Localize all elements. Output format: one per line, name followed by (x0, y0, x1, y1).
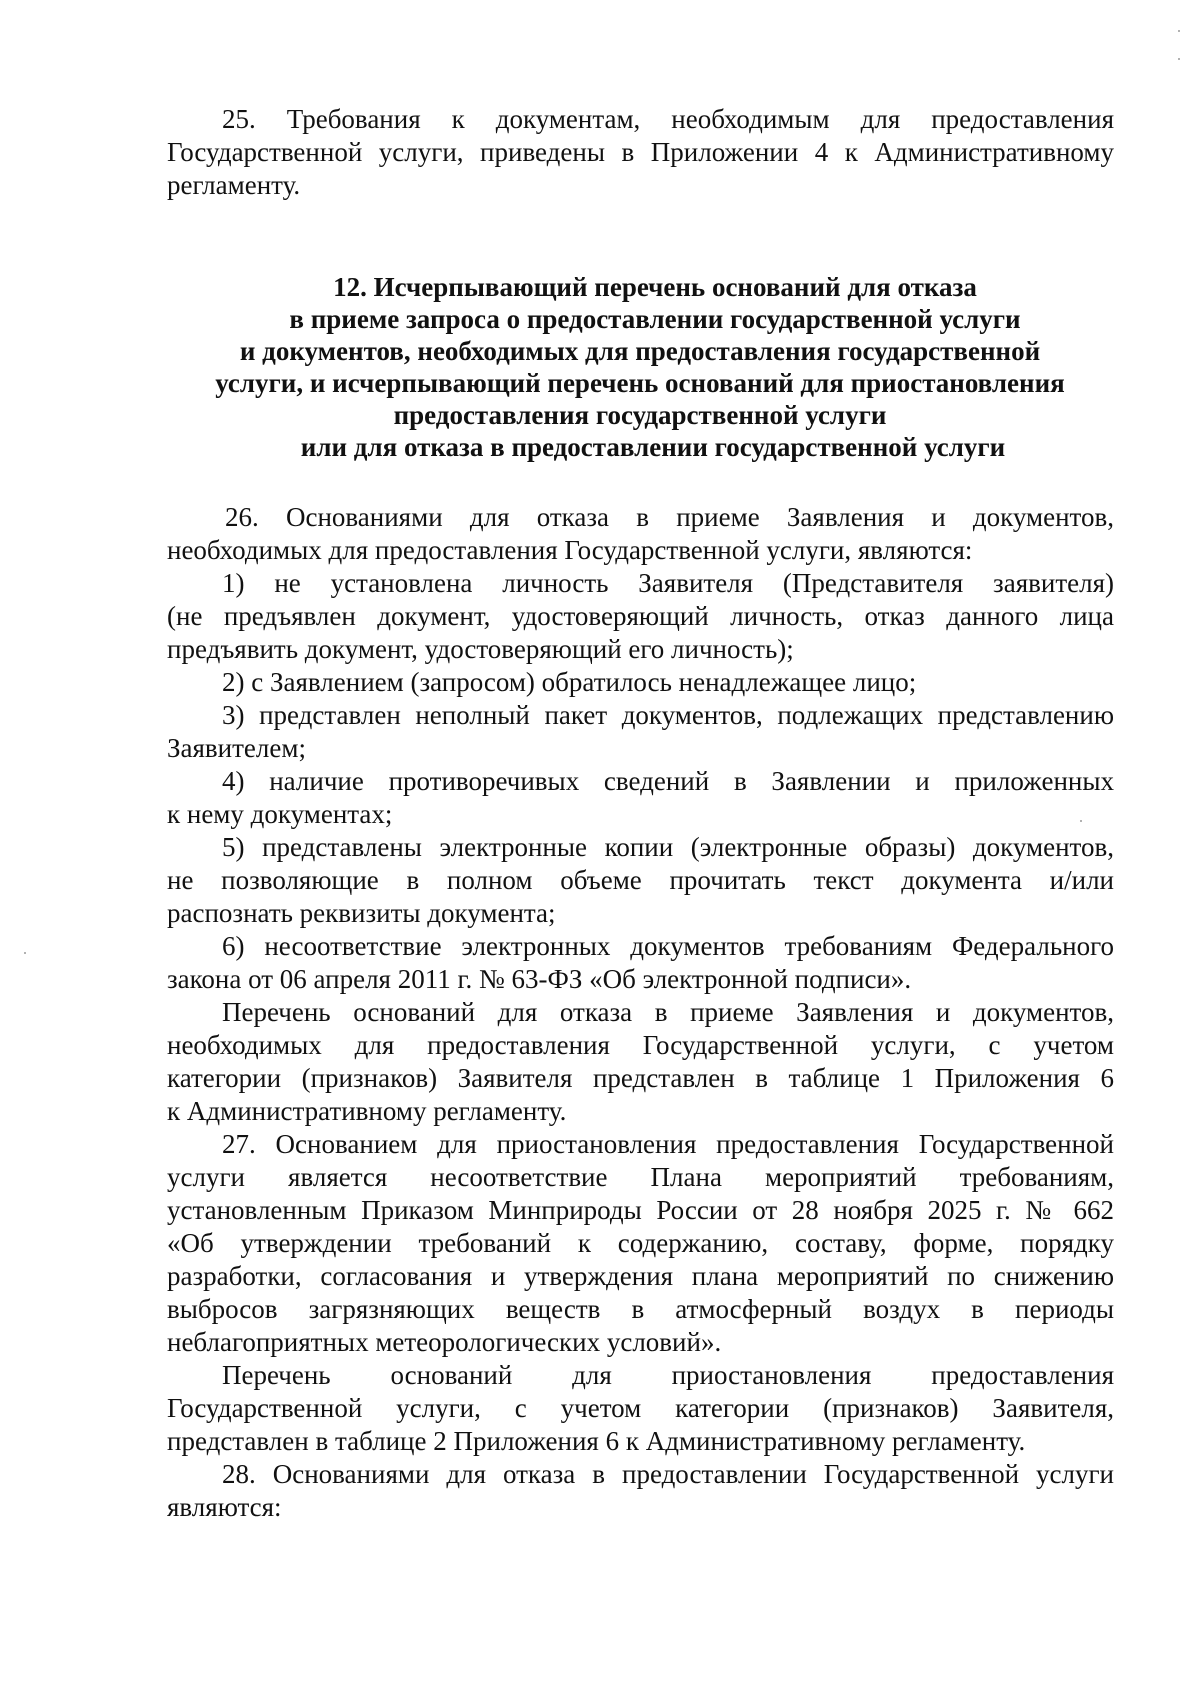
paragraph-25-line-2: Государственной услуги, приведены в Приложении 4 к Административному (167, 137, 1114, 167)
list-item-2: 2) с Заявлением (запросом) обратилось ненадлежащее лицо; (222, 667, 917, 697)
scan-speck (1178, 30, 1180, 32)
paragraph-27-line-4: «Об утверждении требований к содержанию, составу, форме, порядку (167, 1228, 1114, 1258)
paragraph-28-line-1: 28. Основаниями для отказа в предоставлении Государственной услуги (222, 1459, 1114, 1489)
paragraph-26-line-2: необходимых для предоставления Государственной услуги, являются: (167, 535, 973, 565)
paragraph-27-note-line-1: Перечень оснований для приостановления предоставления (222, 1360, 1114, 1390)
list-item-1-line-1: 1) не установлена личность Заявителя (Представителя заявителя) (222, 568, 1114, 598)
list-item-3-line-1: 3) представлен неполный пакет документов, подлежащих представлению (222, 700, 1114, 730)
section-heading-line-2: в приеме запроса о предоставлении государственной услуги (289, 304, 1021, 334)
section-heading-line-5: предоставления государственной услуги (393, 400, 887, 430)
section-heading-line-1: 12. Исчерпывающий перечень оснований для отказа (333, 272, 977, 302)
list-item-1-line-2: (не предъявлен документ, удостоверяющий личность, отказ данного лица (167, 601, 1114, 631)
paragraph-25-line-3: регламенту. (167, 170, 301, 200)
paragraph-27-line-3: установленным Приказом Минприроды России от 28 ноября 2025 г. № 662 (167, 1195, 1114, 1225)
paragraph-27-line-7: неблагоприятных метеорологических условий». (167, 1327, 722, 1357)
paragraph-27-line-6: выбросов загрязняющих веществ в атмосферный воздух в периоды (167, 1294, 1114, 1324)
list-item-5-line-1: 5) представлены электронные копии (электронные образы) документов, (222, 832, 1114, 862)
list-item-6-line-2: закона от 06 апреля 2011 г. № 63-ФЗ «Об электронной подписи». (167, 964, 912, 994)
list-item-4-line-1: 4) наличие противоречивых сведений в Заявлении и приложенных (222, 766, 1114, 796)
paragraph-27-line-5: разработки, согласования и утверждения плана мероприятий по снижению (167, 1261, 1114, 1291)
list-item-6-line-1: 6) несоответствие электронных документов требованиям Федерального (222, 931, 1114, 961)
scan-speck (1080, 820, 1082, 822)
section-heading-line-3: и документов, необходимых для предоставления государственной (239, 336, 1041, 366)
paragraph-26-line-1: 26. Основаниями для отказа в приеме Заявления и документов, (225, 502, 1114, 532)
list-item-3-line-2: Заявителем; (167, 733, 306, 763)
section-heading-line-4: услуги, и исчерпывающий перечень оснований для приостановления (215, 368, 1065, 398)
paragraph-26-note-line-4: к Административному регламенту. (167, 1096, 567, 1126)
paragraph-26-note-line-3: категории (признаков) Заявителя представлен в таблице 1 Приложения 6 (167, 1063, 1114, 1093)
list-item-5-line-3: распознать реквизиты документа; (167, 898, 556, 928)
paragraph-27-line-1: 27. Основанием для приостановления предоставления Государственной (222, 1129, 1114, 1159)
list-item-4-line-2: к нему документах; (167, 799, 393, 829)
paragraph-26-note-line-1: Перечень оснований для отказа в приеме Заявления и документов, (222, 997, 1114, 1027)
paragraph-27-line-2: услуги является несоответствие Плана мероприятий требованиям, (167, 1162, 1114, 1192)
scan-speck (1178, 58, 1180, 60)
list-item-1-line-3: предъявить документ, удостоверяющий его личность); (167, 634, 794, 664)
paragraph-25-line-1: 25. Требования к документам, необходимым для предоставления (222, 104, 1114, 134)
list-item-5-line-2: не позволяющие в полном объеме прочитать текст документа и/или (167, 865, 1114, 895)
section-heading-line-6: или для отказа в предоставлении государственной услуги (300, 432, 1006, 462)
paragraph-27-note-line-3: представлен в таблице 2 Приложения 6 к Административному регламенту. (167, 1426, 1026, 1456)
paragraph-26-note-line-2: необходимых для предоставления Государственной услуги, с учетом (167, 1030, 1114, 1060)
paragraph-27-note-line-2: Государственной услуги, с учетом категории (признаков) Заявителя, (167, 1393, 1114, 1423)
scan-speck (24, 952, 26, 954)
paragraph-28-line-2: являются: (167, 1492, 282, 1522)
